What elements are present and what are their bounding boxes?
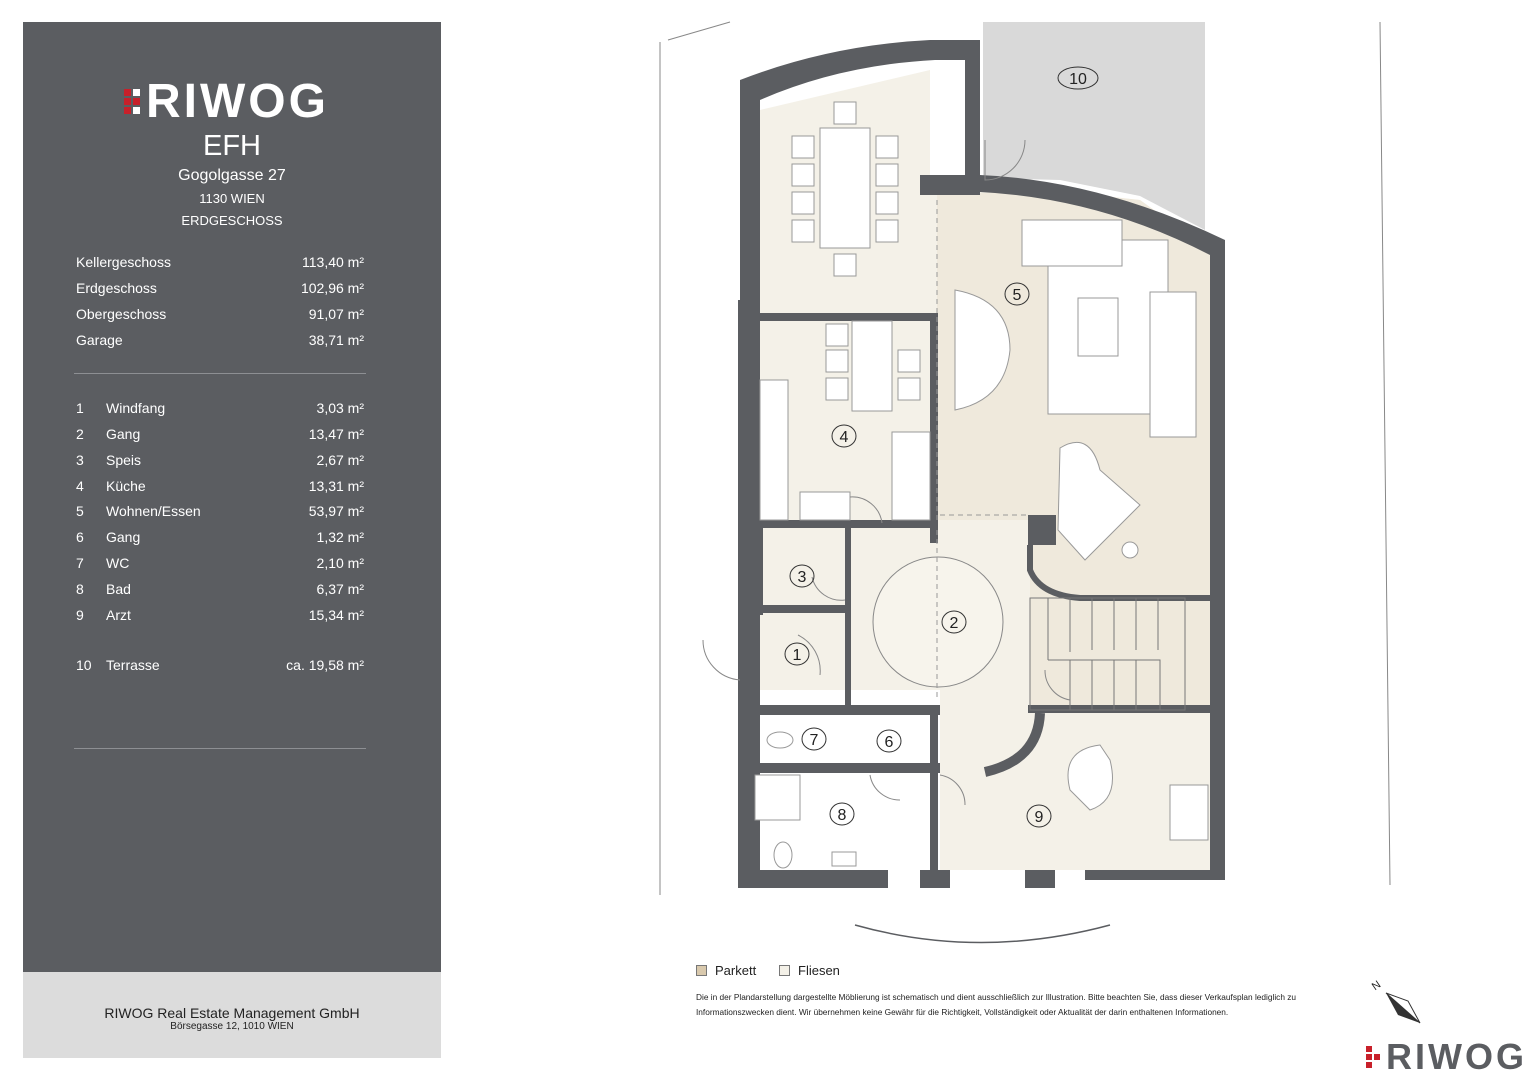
room-label: 6 (884, 734, 894, 751)
floor-name: ERDGESCHOSS (181, 213, 283, 228)
area-row: Erdgeschoss 102,96 m² (76, 280, 364, 296)
room-label: 4 (839, 429, 849, 446)
company-name: RIWOG Real Estate Management GmbH (104, 1005, 360, 1021)
room-row: 10 Terrasse ca. 19,58 m² (76, 657, 364, 673)
room-row: 1 Windfang 3,03 m² (76, 400, 364, 416)
room-row: 8 Bad 6,37 m² (76, 581, 364, 597)
legend-label: Fliesen (798, 963, 840, 978)
property-street: Gogolgasse 27 (178, 167, 286, 184)
room-row: 3 Speis 2,67 m² (76, 452, 364, 468)
property-city: 1130 WIEN (199, 191, 265, 206)
room-label: 9 (1034, 809, 1044, 826)
company-address: Börsegasse 12, 1010 WIEN (170, 1021, 294, 1032)
logo-wordmark: RIWOG (1386, 1036, 1527, 1077)
room-label: 3 (797, 569, 807, 586)
room-label: 1 (792, 647, 802, 664)
logo-mark (1366, 1046, 1380, 1068)
property-type: EFH (203, 130, 261, 162)
room-row: 6 Gang 1,32 m² (76, 529, 364, 545)
north-letter: N (1369, 978, 1384, 994)
room-row: 5 Wohnen/Essen 53,97 m² (76, 503, 364, 519)
entrance-arc (855, 925, 1110, 943)
room-label: 10 (1069, 71, 1087, 88)
hall-round-rug (873, 557, 1003, 687)
logo-wordmark: RIWOG (146, 75, 329, 128)
room-row: 4 Küche 13,31 m² (76, 478, 364, 494)
legend-swatch (696, 965, 707, 976)
room-row: 9 Arzt 15,34 m² (76, 607, 364, 623)
room-label: 8 (837, 807, 847, 824)
area-row: Obergeschoss 91,07 m² (76, 306, 364, 322)
north-arrow-icon (1368, 975, 1428, 1027)
legend-fliesen (779, 963, 840, 978)
room-row: 2 Gang 13,47 m² (76, 426, 364, 442)
area-row: Kellergeschoss 113,40 m² (76, 254, 364, 270)
room-label: 2 (949, 615, 959, 632)
legend-label: Parkett (715, 963, 757, 978)
area-row: Garage 38,71 m² (76, 332, 364, 348)
legend-swatch (779, 965, 790, 976)
disclaimer-text: Die in der Plandarstellung dargestellte Möblierung ist schematisch und dient ausschließlich zur Illustration. Bitte beachten Sie, dass dieser Verkaufsplan lediglich zu Informationszwecken dient. Wir übernehmen keine Gewähr für die Richtigkeit, Vollständigkeit oder Aktualität der darin enthaltenen Informationen. (696, 992, 1297, 1017)
room-row: 7 WC 2,10 m² (76, 555, 364, 571)
room-label: 7 (809, 732, 819, 749)
room-label: 5 (1012, 287, 1022, 304)
riwog-logo-bottom (1366, 1036, 1527, 1078)
legend-parkett (696, 963, 756, 978)
